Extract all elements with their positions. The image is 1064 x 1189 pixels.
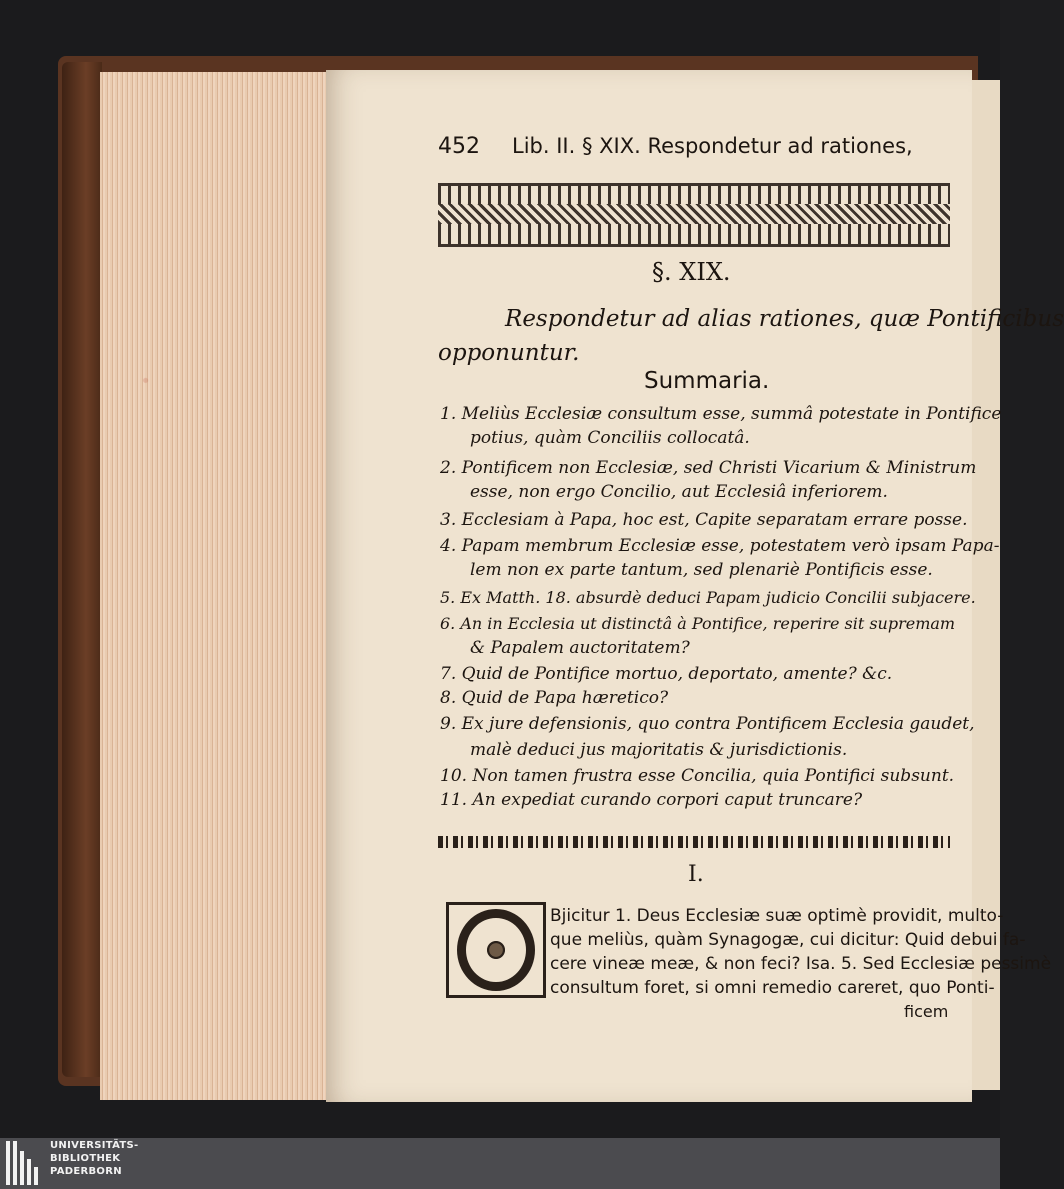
summary-line: lem non ex parte tantum, sed plenariè Pontificis esse. (470, 560, 933, 580)
summary-line: 8. Quid de Papa hæretico? (440, 688, 669, 708)
catchword: ficem (904, 1002, 949, 1021)
section-heading-line2: opponuntur. (438, 340, 580, 366)
running-head: Lib. II. § XIX. Respondetur ad rationes, (512, 134, 913, 158)
summary-line: 4. Papam membrum Ecclesiæ esse, potestatem verò ipsam Papa- (440, 536, 1000, 556)
summary-line: esse, non ergo Concilio, aut Ecclesiâ inferiorem. (470, 482, 888, 502)
header-ornament-band (438, 183, 950, 247)
summary-line: potius, quàm Conciliis collocatâ. (470, 428, 750, 448)
initial-face-ornament (482, 933, 510, 967)
book-spine-edge (62, 62, 102, 1077)
summary-line: 10. Non tamen frustra esse Concilia, quia Pontifici subsunt. (440, 766, 955, 786)
decorated-initial-o (446, 902, 546, 998)
logo-text-line1: UNIVERSITÄTS- (50, 1140, 139, 1151)
summaria-title: Summaria. (644, 368, 770, 394)
page-number: 452 (438, 134, 480, 159)
summary-line: 7. Quid de Pontifice mortuo, deportato, amente? &c. (440, 664, 893, 684)
paragraph-number: I. (688, 862, 704, 887)
summary-line: 5. Ex Matth. 18. absurdè deduci Papam judicio Concilii subjacere. (440, 588, 976, 607)
ornamental-divider (438, 836, 950, 848)
summary-line: 3. Ecclesiam à Papa, hoc est, Capite separatam errare posse. (440, 510, 968, 530)
section-mark: §. XIX. (652, 258, 731, 286)
page-block-edge (100, 72, 328, 1100)
library-logo-icon (6, 1141, 46, 1185)
summary-line: & Papalem auctoritatem? (470, 638, 690, 658)
logo-text-line2: BIBLIOTHEK (50, 1153, 121, 1164)
summary-line: 9. Ex jure defensionis, quo contra Pontificem Ecclesia gaudet, (440, 714, 975, 734)
summary-line: 2. Pontificem non Ecclesiæ, sed Christi Vicarium & Ministrum (440, 458, 977, 478)
footer-bar (0, 1138, 1000, 1189)
summary-line: malè deduci jus majoritatis & jurisdictionis. (470, 740, 848, 760)
body-line: consultum foret, si omni remedio careret, quo Ponti- (550, 978, 995, 998)
body-line: Bjicitur 1. Deus Ecclesiæ suæ optimè providit, multo- (550, 906, 1004, 926)
body-line: cere vineæ meæ, & non feci? Isa. 5. Sed Ecclesiæ pessimè (550, 954, 1052, 974)
body-line: que meliùs, quàm Synagogæ, cui dicitur: Quid debui fa- (550, 930, 1026, 950)
logo-text-line3: PADERBORN (50, 1166, 122, 1177)
summary-line: 11. An expediat curando corpori caput truncare? (440, 790, 863, 810)
section-heading-line1: Respondetur ad alias rationes, quæ Pontificibus (505, 306, 1064, 332)
summary-line: 1. Meliùs Ecclesiæ consultum esse, summâ potestate in Pontifice (440, 404, 1002, 424)
summary-line: 6. An in Ecclesia ut distinctâ à Pontifice, reperire sit supremam (440, 614, 956, 633)
